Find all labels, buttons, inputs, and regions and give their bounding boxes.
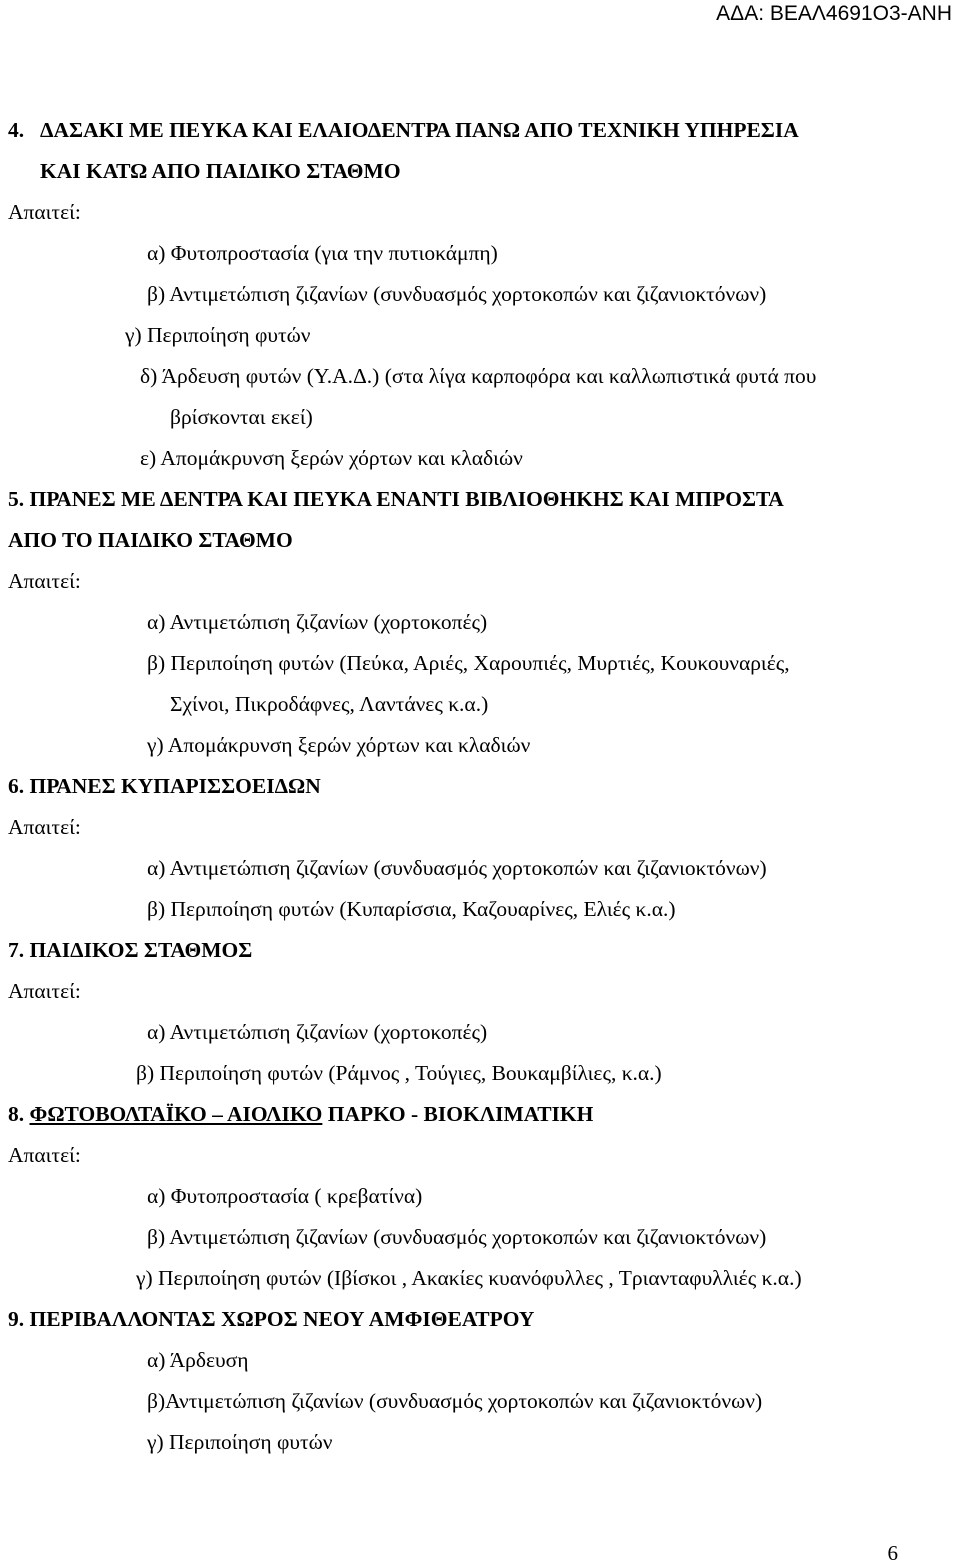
section-5-item: β) Περιποίηση φυτών (Πεύκα, Αριές, Χαρουπιές, Μυρτιές, Κουκουναριές, <box>147 651 790 675</box>
section-6-item: β) Περιποίηση φυτών (Κυπαρίσσια, Καζουαρίνες, Ελιές κ.α.) <box>147 897 676 921</box>
section-4-item: α) Φυτοπροστασία (για την πυτιοκάμπη) <box>147 241 498 265</box>
section-8-item: β) Αντιμετώπιση ζιζανίων (συνδυασμός χορτοκοπών και ζιζανιοκτόνων) <box>147 1225 767 1249</box>
section-9-item: γ) Περιποίηση φυτών <box>147 1430 333 1454</box>
section-9-title: 9. ΠΕΡΙΒΑΛΛΟΝΤΑΣ ΧΩΡΟΣ ΝΕΟΥ ΑΜΦΙΘΕΑΤΡΟΥ <box>8 1307 535 1331</box>
section-5-title-line-2: ΑΠΟ ΤΟ ΠΑΙΔΙΚΟ ΣΤΑΘΜΟ <box>8 528 293 552</box>
section-6-item: α) Αντιμετώπιση ζιζανίων (συνδυασμός χορτοκοπών και ζιζανιοκτόνων) <box>147 856 767 880</box>
section-9-item: α) Άρδευση <box>147 1348 249 1372</box>
section-5-requires: Απαιτεί: <box>8 569 81 593</box>
section-8-number: 8. <box>8 1102 30 1126</box>
section-5-item-continuation: Σχίνοι, Πικροδάφνες, Λαντάνες κ.α.) <box>170 692 489 716</box>
section-4-title-line-1: ΔΑΣΑΚΙ ΜΕ ΠΕΥΚΑ ΚΑΙ ΕΛΑΙΟΔΕΝΤΡΑ ΠΑΝΩ ΑΠΟ ΤΕΧΝΙΚΗ ΥΠΗΡΕΣΙΑ <box>40 118 799 142</box>
section-6-requires: Απαιτεί: <box>8 815 81 839</box>
section-5-title-line-1: 5. ΠΡΑΝΕΣ ΜΕ ΔΕΝΤΡΑ ΚΑΙ ΠΕΥΚΑ ΕΝΑΝΤΙ ΒΙΒΛΙΟΘΗΚΗΣ ΚΑΙ ΜΠΡΟΣΤΑ <box>8 487 784 511</box>
section-8-title <box>8 1102 593 1126</box>
section-4-item-continuation: βρίσκονται εκεί) <box>170 405 313 429</box>
section-8-requires: Απαιτεί: <box>8 1143 81 1167</box>
section-4-requires: Απαιτεί: <box>8 200 81 224</box>
section-4-item: γ) Περιποίηση φυτών <box>125 323 311 347</box>
section-4-item: ε) Απομάκρυνση ξερών χόρτων και κλαδιών <box>140 446 523 470</box>
section-8-item: γ) Περιποίηση φυτών (Ιβίσκοι , Ακακίες κυανόφυλλες , Τριανταφυλλιές κ.α.) <box>136 1266 802 1290</box>
section-4-number: 4. <box>8 118 25 142</box>
section-5-item: α) Αντιμετώπιση ζιζανίων (χορτοκοπές) <box>147 610 488 634</box>
section-8-title-rest: ΠΑΡΚΟ - ΒΙΟΚΛΙΜΑΤΙΚΗ <box>322 1102 594 1126</box>
section-8-item: α) Φυτοπροστασία ( κρεβατίνα) <box>147 1184 423 1208</box>
section-7-requires: Απαιτεί: <box>8 979 81 1003</box>
section-9-item: β)Αντιμετώπιση ζιζανίων (συνδυασμός χορτοκοπών και ζιζανιοκτόνων) <box>147 1389 763 1413</box>
section-6-title: 6. ΠΡΑΝΕΣ ΚΥΠΑΡΙΣΣΟΕΙΔΩΝ <box>8 774 321 798</box>
section-7-title: 7. ΠΑΙΔΙΚΟΣ ΣΤΑΘΜΟΣ <box>8 938 253 962</box>
section-7-item: β) Περιποίηση φυτών (Ράμνος , Τούγιες, Βουκαμβίλιες, κ.α.) <box>136 1061 662 1085</box>
section-4-item: δ) Άρδευση φυτών (Υ.Α.Δ.) (στα λίγα καρποφόρα και καλλωπιστικά φυτά που <box>140 364 817 388</box>
section-7-item: α) Αντιμετώπιση ζιζανίων (χορτοκοπές) <box>147 1020 488 1044</box>
section-8-title-underlined: ΦΩΤΟΒΟΛΤΑΪΚΟ – ΑΙΟΛΙΚΟ <box>29 1102 323 1126</box>
section-5-item: γ) Απομάκρυνση ξερών χόρτων και κλαδιών <box>147 733 531 757</box>
page-number: 6 <box>887 1541 898 1565</box>
section-4-title-line-2: ΚΑΙ ΚΑΤΩ ΑΠΟ ΠΑΙΔΙΚΟ ΣΤΑΘΜΟ <box>40 159 401 183</box>
section-4-item: β) Αντιμετώπιση ζιζανίων (συνδυασμός χορτοκοπών και ζιζανιοκτόνων) <box>147 282 767 306</box>
ada-code: ΑΔΑ: ΒΕΑΛ4691Ο3-ΑΝΗ <box>716 2 952 25</box>
